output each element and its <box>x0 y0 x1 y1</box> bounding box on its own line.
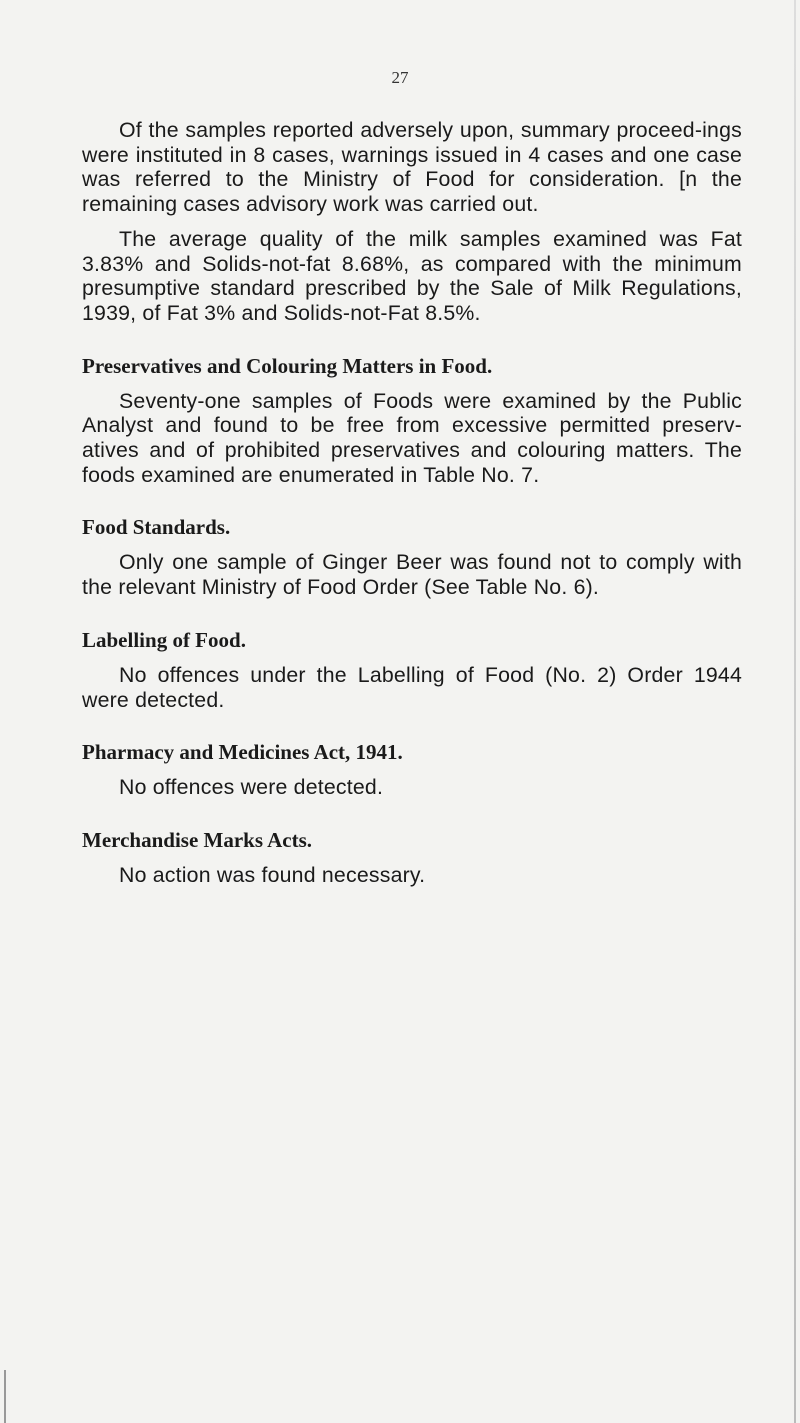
intro-paragraph-2: The average quality of the milk samples examined was Fat 3.83% and Solids-not-fat 8.68%, as compared with the minimum presumptive standard prescribed by the Sale of Milk Regulations, 1939, of Fat 3% and Solids-not-Fat 8.5%. <box>82 226 742 325</box>
section-text-pharmacy: No offences were detected. <box>119 775 384 800</box>
section-heading-merchandise: Merchandise Marks Acts. <box>82 827 313 852</box>
section-text-merchandise: No action was found necessary. <box>119 862 426 887</box>
section-text-labelling: No offences under the Labelling of Food (No. 2) Order 1944 were detected. <box>82 662 742 712</box>
section-heading-preservatives: Preservatives and Colouring Matters in Food. <box>82 353 493 378</box>
section-heading-labelling: Labelling of Food. <box>82 627 246 652</box>
section-heading-pharmacy: Pharmacy and Medicines Act, 1941. <box>82 740 403 765</box>
page-edge-mark <box>4 1370 6 1423</box>
intro-paragraph-1: Of the samples reported adversely upon, summary proceed-ings were instituted in 8 cases, warnings issued in 4 cases and one case was referred to the Ministry of Food for consideration. [n the remaining cases advisory work was carried out. <box>82 118 742 217</box>
page-number: 27 <box>391 68 409 87</box>
section-text-preservatives: Seventy-one samples of Foods were examined by the Public Analyst and found to be free from excessive permitted preserv-atives and of prohibited preservatives and colouring matters. The foods examined are enumerated in Table No. 7. <box>82 388 742 487</box>
section-text-food-standards: Only one sample of Ginger Beer was found not to comply with the relevant Ministry of Food Order (See Table No. 6). <box>82 550 742 600</box>
page-edge-shadow <box>794 0 796 1423</box>
section-heading-food-standards: Food Standards. <box>82 515 231 540</box>
document-body <box>82 118 742 888</box>
